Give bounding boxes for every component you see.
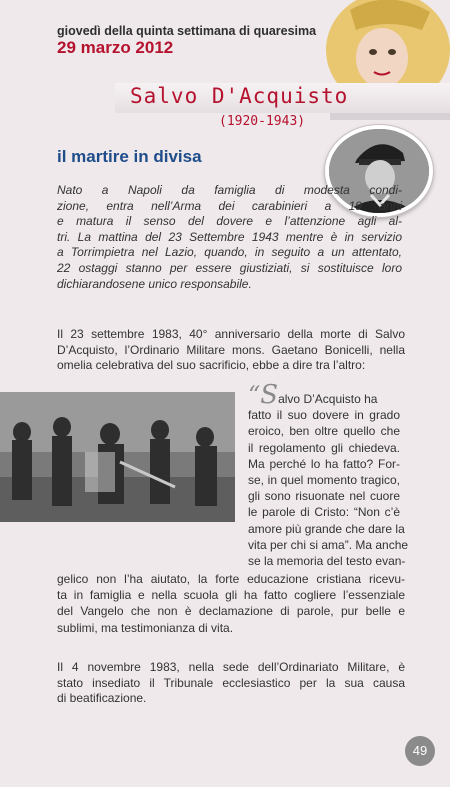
- intro-line: e matura il senso del dovere e l’attenzione agli al-: [57, 214, 402, 229]
- beatification-paragraph: [57, 660, 405, 707]
- historical-photo: [0, 392, 235, 522]
- liturgical-day: giovedì della quinta settimana di quaresima: [57, 24, 317, 38]
- quote-line: sublimi, ma testimonianza di vita.: [57, 620, 234, 635]
- quote-narrow-column: [248, 380, 409, 569]
- quote-line: fatto il suo dovere in grado: [248, 408, 400, 423]
- quote-line: se la memoria del testo evan-: [248, 554, 406, 569]
- paragraph-line: Il 4 novembre 1983, nella sede dell’Ordinariato Militare, è: [57, 660, 405, 674]
- quote-line: ta in famiglia e nella scuola gli ha fatto cogliere l’essenziale: [57, 588, 405, 603]
- intro-line: dichiarandosene unico responsabile.: [57, 276, 252, 291]
- quote-line: vita per chi si ama”. Ma anche: [248, 537, 409, 552]
- intro-line: Nato a Napoli da famiglia di modesta condi-: [57, 183, 402, 197]
- section-subtitle: il martire in divisa: [57, 147, 202, 166]
- paragraph-line: di beatificazione.: [57, 691, 147, 706]
- quote-line: Ma perché lo ha fatto? For-: [248, 456, 400, 471]
- quote-line: se, in quel momento tragico,: [248, 473, 400, 488]
- paragraph-line: omelia celebrativa del suo sacrificio, ebbe a dire tra l’altro:: [57, 358, 366, 373]
- quote-line: del Vangelo che non è declamazione di parole, pur belle e: [57, 604, 405, 619]
- intro-line: tri. La mattina del 23 Settembre 1943 mentre è in servizio: [57, 229, 402, 244]
- quote-line: il regolamento gli chiedeva.: [248, 440, 400, 455]
- date-heading: 29 marzo 2012: [57, 38, 174, 57]
- paragraph-line: Il 23 settembre 1983, 40° anniversario della morte di Salvo: [57, 327, 405, 341]
- drop-cap: S: [260, 380, 279, 410]
- paragraph-line: D’Acquisto, l’Ordinario Militare mons. Gaetano Bonicelli, nella: [57, 342, 405, 357]
- quote-line: amore più grande che dare la: [248, 521, 405, 536]
- quote-line: eroico, ben oltre quello che: [248, 424, 400, 439]
- page-number-badge: 49: [405, 736, 435, 766]
- anniversary-paragraph: [57, 327, 405, 374]
- intro-line: zione, entra nell’Arma dei carabinieri a 19 anni: [57, 198, 402, 213]
- open-quote-mark: “: [248, 381, 261, 409]
- quote-line: gelico non l’ha aiutato, la forte educazione cristiana ricevu-: [57, 572, 405, 586]
- quote-line: le parole di Cristo: “Non c’è: [248, 505, 400, 520]
- intro-line: a Torrimpietra nel Lazio, quando, in seguito a un attentato,: [57, 245, 402, 260]
- quote-wide-column: [57, 571, 405, 636]
- intro-paragraph: [57, 183, 402, 292]
- quote-line: alvo D’Acquisto ha: [278, 392, 378, 406]
- paragraph-line: stato insediato il Tribunale ecclesiastico per la sua causa: [57, 675, 405, 690]
- life-years: (1920-1943): [219, 114, 306, 129]
- intro-line: 22 ostaggi stanno per essere giustiziati, si sostituisce loro: [57, 260, 402, 275]
- quote-first-line: [248, 380, 400, 410]
- quote-line: gli sono risuonate nel cuore: [248, 489, 400, 504]
- page-title: Salvo D'Acquisto: [130, 84, 349, 108]
